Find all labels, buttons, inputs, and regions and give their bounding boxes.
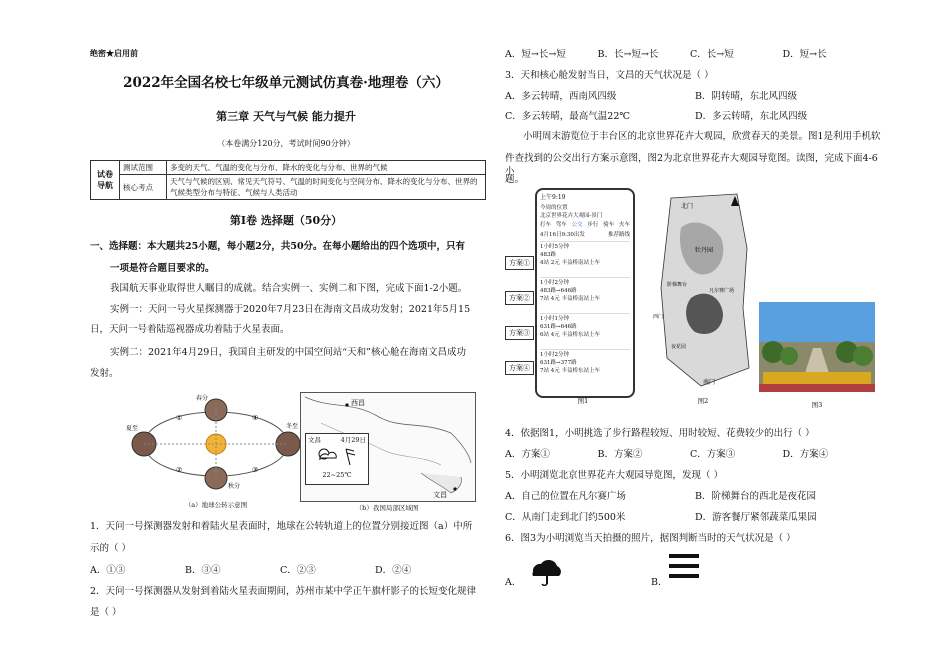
fog-icon (667, 552, 701, 580)
q2-option-a[interactable]: A．短→长→短 (505, 49, 566, 60)
q3-option-c[interactable]: C．多云转晴，最高气温22℃ (505, 111, 630, 122)
page-title: 2022年全国名校七年级单元测试仿真卷·地理卷（六） (123, 75, 449, 91)
figure-1-caption: 图1 (577, 397, 589, 405)
tab-train[interactable]: 火车 (618, 222, 630, 228)
figure-3 (759, 302, 875, 409)
case1-line-1: 实例一：天问一号火星探测器于2020年7月23日在海南文昌成功发射；2021年5月15 (110, 304, 471, 315)
case2-line-1: 实例二：2021年4月29日，我国自主研发的中国空间站“天和”核心舱在海南文昌成功 (110, 347, 467, 358)
plan-label-2: 方案② (505, 291, 534, 305)
plan-4-detail: 7站 4元 丰益桥东站上车 (540, 368, 600, 374)
plan-3-time: 1小时1分钟 (540, 316, 569, 322)
q1-options (90, 564, 470, 577)
tab-drive[interactable]: 驾车 (555, 222, 567, 228)
map-label-versailles: 凡尔赛广场 (709, 288, 735, 294)
plan-2-time: 1小时2分钟 (540, 280, 569, 286)
weather-card (305, 433, 369, 485)
q2-option-b[interactable]: B．长→短→长 (597, 49, 659, 60)
figure-3-caption: 图3 (811, 401, 823, 409)
plan-2-detail: 7站 4元 丰益桥南站上车 (540, 296, 600, 302)
route-to: 北京世界花卉大观园-景门 (540, 213, 603, 219)
case2-line-2: 发射。 (90, 368, 119, 379)
q5-option-a[interactable]: A．自己的位置在凡尔赛广场 (505, 491, 626, 502)
guide-key-core: 核心考点 (120, 175, 167, 200)
figure-b-caption: （b）我国局部区域图 (355, 504, 419, 512)
plan-item-1[interactable] (540, 241, 630, 277)
rain-cloud-icon (529, 556, 565, 586)
depart-time[interactable]: 4月16日9:30出发 (540, 232, 585, 238)
garden-photo (759, 302, 875, 392)
weather-card-date: 4月29日 (340, 436, 366, 444)
q4-option-c[interactable]: C．方案③ (690, 449, 736, 460)
q3-option-b[interactable]: B．阴转晴，东北风四级 (695, 91, 797, 102)
label-pos-4: ④ (252, 414, 259, 422)
plan-1-line: 483路 (540, 252, 556, 258)
q4-option-d[interactable]: D．方案④ (782, 449, 829, 460)
right-column (505, 0, 880, 671)
map-label-peony: 牡丹园 (695, 247, 714, 254)
plan-item-2[interactable] (540, 277, 630, 313)
orbit-diagram (126, 388, 306, 496)
plan-label-1: 方案① (505, 256, 534, 270)
place-xichang: 西昌 (351, 399, 365, 407)
q4-option-b[interactable]: B．方案② (597, 449, 643, 460)
tab-bus[interactable]: 公交 (571, 222, 583, 228)
plan-2-line: 483路→646路 (540, 288, 577, 294)
q2-option-c[interactable]: C．长→短 (690, 49, 734, 60)
q5-option-d[interactable]: D．游客餐厅紧邻蔬菜瓜果园 (695, 512, 817, 523)
phone-screen (535, 188, 635, 398)
exam-guide-table (90, 160, 486, 200)
q5-option-b[interactable]: B．阶梯舞台的西北是夜花园 (695, 491, 816, 502)
q2-stem-1: 2．天问一号探测器从发射到着陆火星表面期间，苏州市某中学正午旗杆影子的长短变化规律 (90, 586, 477, 597)
instruction-line-2: 一项是符合题目要求的。 (110, 263, 215, 274)
q3-stem: 3．天和核心舱发射当日，文昌的天气状况是（ ） (505, 70, 714, 81)
sort-option[interactable]: 推荐路线 (607, 232, 630, 238)
tab-walk[interactable]: 步行 (587, 222, 599, 228)
guide-value-core: 天气与气候的区别、常见天气符号、气温的时间变化与空间分布、降水的变化与分布、世界的气候类型分布与特征、气候与人类活动 (167, 175, 486, 200)
plan-1-detail: 4站 2元 丰益桥南站上车 (540, 260, 600, 266)
q2-stem-2: 是（ ） (90, 607, 122, 618)
partly-cloudy-wind-icon (306, 445, 366, 467)
guide-key-scope: 测试范围 (120, 161, 167, 175)
time-row (537, 229, 633, 239)
map-label-stage: 阶梯舞台 (667, 282, 688, 288)
q4-option-a[interactable]: A．方案① (505, 449, 550, 460)
map-label-north-gate: 北门 (681, 203, 694, 210)
map-label-south-gate: 南门 (703, 379, 716, 386)
guide-label: 试卷导航 (91, 161, 120, 200)
place-wenchang: 文昌 (433, 491, 447, 499)
passage-2-line-3: 题。 (505, 174, 525, 185)
figure-b-map (300, 392, 476, 502)
passage-1: 我国航天事业取得世人瞩目的成就。结合实例一、实例二和下图，完成下面1-2小题。 (110, 283, 468, 294)
q1-option-c[interactable]: C．②③ (280, 565, 316, 576)
map-label-west-gate: 西门 (653, 314, 664, 320)
exam-meta: （本卷满分120分，考试时间90分钟） (217, 139, 355, 148)
figure-1 (505, 188, 635, 406)
q6-stem: 6．图3为小明浏览当天拍摄的照片，据图判断当时的天气状况是（ ） (505, 533, 796, 544)
route-from: 今周的位置 (540, 205, 568, 211)
plan-4-time: 1小时2分钟 (540, 352, 569, 358)
tab-taxi[interactable]: 打车 (540, 222, 552, 228)
left-column (88, 0, 484, 671)
case1-line-2: 日，天问一号着陆巡视器成功着陆于火星表面。 (90, 324, 290, 335)
q6-option-b-label[interactable]: B． (651, 577, 668, 588)
q4-stem: 4．依据图1，小明挑选了步行路程较短、用时较短、花费较少的出行（ ） (505, 428, 815, 439)
q1-stem-1: 1．天问一号探测器发射和着陆火星表面时，地球在公转轨道上的位置分别接近图（a）中所 (90, 521, 473, 532)
plan-list (537, 239, 633, 387)
park-map (651, 188, 755, 394)
plan-4-line: 631路→377路 (540, 360, 577, 366)
q3-option-a[interactable]: A．多云转晴，西南风四级 (505, 91, 617, 102)
q4-options (505, 448, 875, 461)
q2-options (505, 48, 875, 61)
q1-stem-2: 示的（ ） (90, 543, 132, 554)
label-spring-equinox: 春分 (196, 395, 209, 402)
q5-option-c[interactable]: C．从南门走到北门约500米 (505, 512, 626, 523)
q6-option-a-label[interactable]: A． (505, 577, 522, 588)
figure-a-caption: （a）地球公转示意图 (184, 501, 248, 509)
label-summer-solstice: 夏至 (126, 425, 139, 432)
map-label-night-garden: 夜花园 (671, 344, 687, 350)
q3-option-d[interactable]: D．多云转晴，东北风四级 (695, 111, 808, 122)
plan-3-detail: 6站 4元 丰益桥东站上车 (540, 332, 600, 338)
label-pos-3: ③ (252, 466, 259, 474)
q1-option-d[interactable]: D．②④ (375, 565, 412, 576)
plan-item-4[interactable] (540, 349, 630, 385)
label-winter-solstice: 冬至 (286, 423, 299, 430)
guide-value-scope: 多变的天气、气温的变化与分布、降水的变化与分布、世界的气候 (167, 161, 486, 175)
label-autumn-equinox: 秋分 (228, 483, 241, 490)
q1-option-b[interactable]: B．③④ (185, 565, 221, 576)
figure-a-orbit (126, 388, 306, 508)
chapter-title: 第三章 天气与气候 能力提升 (216, 110, 356, 123)
label-pos-2: ② (176, 466, 183, 474)
weather-card-temp: 22~25℃ (322, 471, 352, 479)
plan-item-3[interactable] (540, 313, 630, 349)
transport-tabs (537, 219, 633, 229)
plan-label-3: 方案③ (505, 326, 534, 340)
q2-option-d[interactable]: D．短→长 (782, 49, 827, 60)
plan-3-line: 631路→646路 (540, 324, 577, 330)
passage-2-line-2: 件查找到的公交出行方案示意图，图2为北京世界花卉大观园导览图。读图，完成下面4-6小 (505, 153, 878, 177)
plan-1-time: 1小时5分钟 (540, 244, 569, 250)
q5-stem: 5．小明浏览北京世界花卉大观园导览图，发现（ ） (505, 470, 724, 481)
phone-status: 上午9:19 (540, 194, 566, 201)
q1-option-a[interactable]: A．①③ (90, 565, 126, 576)
weather-card-place: 文昌 (308, 436, 321, 444)
passage-2-line-1: 小明周末游览位于丰台区的北京世界花卉大观园，欣赏春天的美景。图1是利用手机软 (523, 131, 881, 142)
figure-2-caption: 图2 (697, 397, 709, 405)
plan-label-4: 方案④ (505, 361, 534, 375)
instruction-line-1: 一、选择题：本大题共25小题，每小题2分，共50分。在每小题给出的四个选项中，只有 (90, 241, 466, 252)
tab-bike[interactable]: 骑车 (603, 222, 615, 228)
section-title: 第Ⅰ卷 选择题（50分） (229, 214, 343, 227)
figure-2 (651, 188, 755, 406)
label-pos-1: ① (176, 414, 183, 422)
secret-label: 绝密★启用前 (90, 48, 138, 58)
